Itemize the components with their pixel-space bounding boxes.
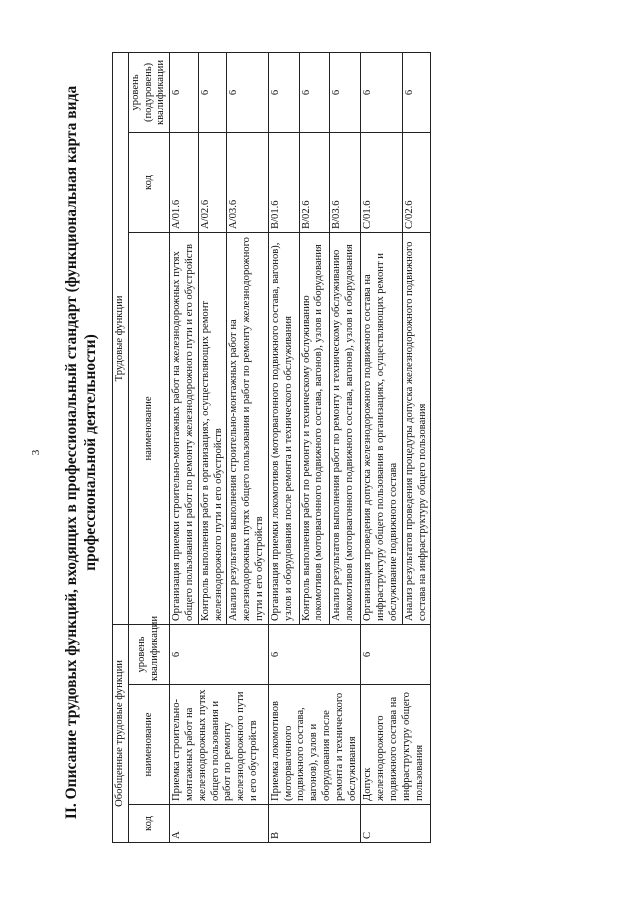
group-code: C — [361, 805, 431, 843]
title-line-2: профессиональной деятельности) — [82, 334, 99, 571]
generalized-functions-header: Обобщенные трудовые функции — [113, 624, 129, 842]
function-level: 6 — [170, 52, 199, 132]
function-level: 6 — [299, 52, 330, 132]
col-tf-code: код — [128, 132, 169, 232]
group-code: B — [268, 805, 361, 843]
function-code: A/02.6 — [198, 132, 227, 232]
function-code: A/01.6 — [170, 132, 199, 232]
function-code: B/02.6 — [299, 132, 330, 232]
function-level: 6 — [402, 52, 431, 132]
functional-map-table — [112, 52, 431, 843]
function-name: Организация приемки локомотивов (моторвагонного подвижного состава, вагонов), узлов и оборудования после ремонта и технического обслуживания — [268, 232, 299, 624]
function-level: 6 — [361, 52, 402, 132]
col-level: уровень квалификации — [128, 624, 169, 684]
function-code: C/01.6 — [361, 132, 402, 232]
function-level: 6 — [227, 52, 268, 132]
function-name: Анализ результатов проведения процедуры допуска железнодорожного подвижного состава на инфраструктуру общего пользования — [402, 232, 431, 624]
page-title — [62, 0, 100, 905]
function-name: Анализ результатов выполнения строительно-монтажных работ на железнодорожных путях общего пользования и работ по ремонту железнодорожного пути и его обустройств — [227, 232, 268, 624]
group-level: 6 — [268, 624, 361, 684]
function-code: B/01.6 — [268, 132, 299, 232]
table-row — [170, 52, 199, 842]
function-level: 6 — [268, 52, 299, 132]
header-row-groups — [113, 52, 129, 842]
function-level: 6 — [330, 52, 361, 132]
group-code: A — [170, 805, 269, 843]
page-number: 3 — [30, 449, 42, 456]
function-name: Контроль выполнения работ в организациях, осуществляющих ремонт железнодорожного пути и его обустройств — [198, 232, 227, 624]
table-row — [361, 52, 402, 842]
function-code: A/03.6 — [227, 132, 268, 232]
col-tf-level: уровень (подуровень) квалификации — [128, 52, 169, 132]
function-name: Контроль выполнения работ по ремонту и техническому обслуживанию локомотивов (моторвагонного подвижного состава, вагонов), узлов и оборудования — [299, 232, 330, 624]
col-code: код — [128, 805, 169, 843]
col-tf-name: наименование — [128, 232, 169, 624]
function-name: Организация приемки строительно-монтажных работ на железнодорожных путях общего пользования и работ по ремонту железнодорожного пути и его обустройств — [170, 232, 199, 624]
header-row-columns — [128, 52, 169, 842]
group-level: 6 — [170, 624, 269, 684]
col-name: наименование — [128, 685, 169, 805]
group-level: 6 — [361, 624, 431, 684]
function-code: C/02.6 — [402, 132, 431, 232]
function-name: Анализ результатов выполнения работ по ремонту и техническому обслуживанию локомотивов (моторвагонного подвижного состава, вагонов), узлов и оборудования — [330, 232, 361, 624]
group-name: Приемка локомотивов (моторвагонного подвижного состава, вагонов), узлов и оборудования после ремонта и технического обслуживания — [268, 685, 361, 805]
group-name: Допуск железнодорожного подвижного состава на инфраструктуру общего пользования — [361, 685, 431, 805]
function-name: Организация проведения допуска железнодорожного подвижного состава на инфраструктуру общего пользования в организациях, осуществляющих ремонт и обслуживание подвижного состава — [361, 232, 402, 624]
function-code: B/03.6 — [330, 132, 361, 232]
title-line-1: II. Описание трудовых функций, входящих в профессиональный стандарт (функциональная карта вида — [63, 85, 80, 820]
table-row — [268, 52, 299, 842]
labor-functions-header: Трудовые функции — [113, 52, 129, 624]
group-name: Приемка строительно-монтажных работ на железнодорожных путях общего пользования и работ по ремонту железнодорожного пути и его обустройств — [170, 685, 269, 805]
function-level: 6 — [198, 52, 227, 132]
